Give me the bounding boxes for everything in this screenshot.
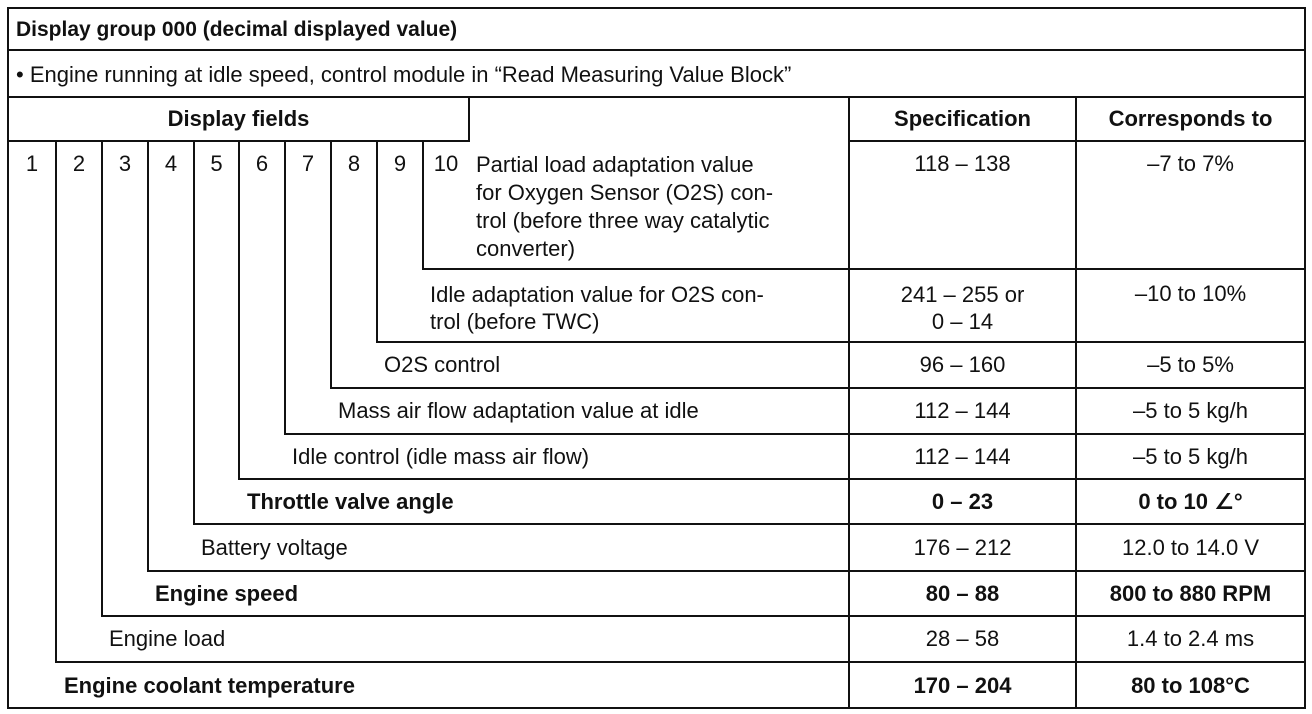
field-desc-divider <box>468 96 470 142</box>
step-vline-3 <box>147 140 149 572</box>
row-divider-7 <box>284 433 1306 435</box>
step-vline-6 <box>284 140 286 435</box>
display-fields-header: Display fields <box>167 106 310 131</box>
row-8-specification: 96 – 160 <box>919 352 1006 377</box>
row-5-specification: 0 – 23 <box>931 489 994 514</box>
row-7-description: Mass air flow adaptation value at idle <box>338 398 699 423</box>
step-vline-4 <box>193 140 195 525</box>
row-3-description: Engine speed <box>155 581 299 606</box>
row-8-corresponds-to: –5 to 5% <box>1147 352 1234 377</box>
row-divider-3 <box>101 615 1306 617</box>
step-vline-2 <box>101 140 103 617</box>
row-1-description: Engine coolant temperature <box>64 673 355 698</box>
specification-header: Specification <box>894 106 1031 131</box>
title-divider <box>7 49 1306 51</box>
row-1-corresponds-to: 80 to 108°C <box>1131 673 1250 698</box>
table-border-right <box>1304 7 1306 709</box>
row-3-specification: 80 – 88 <box>925 581 1000 606</box>
row-10-specification: 118 – 138 <box>914 151 1011 176</box>
row-4-corresponds-to: 12.0 to 14.0 V <box>1122 535 1259 560</box>
table-border-bottom <box>7 707 1306 709</box>
row-6-corresponds-to: –5 to 5 kg/h <box>1133 444 1248 469</box>
row-2-specification: 28 – 58 <box>925 626 1000 651</box>
row-5-corresponds-to: 0 to 10 ∠° <box>1138 489 1243 514</box>
field-number-8: 8 <box>347 151 361 176</box>
table-border-top <box>7 7 1306 9</box>
row-9-description: Idle adaptation value for O2S con- trol (before TWC) <box>430 282 764 334</box>
row-10-corresponds-to: –7 to 7% <box>1147 151 1234 176</box>
page-title: Display group 000 (decimal displayed value) <box>16 18 458 41</box>
row-4-description: Battery voltage <box>201 535 348 560</box>
row-1-specification: 170 – 204 <box>913 673 1012 698</box>
row-4-specification: 176 – 212 <box>913 535 1012 560</box>
field-number-7: 7 <box>301 151 315 176</box>
field-number-9: 9 <box>393 151 407 176</box>
condition-divider <box>7 96 1306 98</box>
field-number-1: 1 <box>25 151 39 176</box>
step-vline-7 <box>330 140 332 389</box>
field-number-5: 5 <box>210 151 223 176</box>
row-9-corresponds-to: –10 to 10% <box>1134 281 1247 306</box>
test-condition: • Engine running at idle speed, control module in “Read Measuring Value Block” <box>16 62 792 87</box>
field-number-6: 6 <box>255 151 269 176</box>
row-divider-2 <box>55 661 1306 663</box>
row-divider-4 <box>147 570 1306 572</box>
row-divider-5 <box>193 523 1306 525</box>
row-2-corresponds-to: 1.4 to 2.4 ms <box>1126 626 1255 651</box>
row-divider-9 <box>376 341 1306 343</box>
row-9-specification: 241 – 255 or 0 – 14 <box>900 282 1025 334</box>
row-5-description: Throttle valve angle <box>247 489 454 514</box>
column-header-divider-right <box>848 140 1306 142</box>
row-divider-8 <box>330 387 1306 389</box>
field-number-3: 3 <box>118 151 132 176</box>
field-number-10: 10 <box>433 151 459 176</box>
row-divider-6 <box>238 478 1306 480</box>
field-number-4: 4 <box>164 151 178 176</box>
row-8-description: O2S control <box>384 352 501 377</box>
row-7-specification: 112 – 144 <box>914 398 1011 423</box>
corresponds-to-header: Corresponds to <box>1108 106 1273 131</box>
row-2-description: Engine load <box>109 626 226 651</box>
row-7-corresponds-to: –5 to 5 kg/h <box>1133 398 1248 423</box>
step-vline-5 <box>238 140 240 480</box>
row-10-description: Partial load adaptation value for Oxygen Sensor (O2S) con- trol (before three way catalytic converter) <box>476 152 774 261</box>
step-vline-1 <box>55 140 57 663</box>
row-divider-10 <box>422 268 1306 270</box>
row-3-corresponds-to: 800 to 880 RPM <box>1109 581 1272 606</box>
row-6-description: Idle control (idle mass air flow) <box>292 444 590 469</box>
field-number-2: 2 <box>72 151 86 176</box>
row-6-specification: 112 – 144 <box>914 444 1011 469</box>
